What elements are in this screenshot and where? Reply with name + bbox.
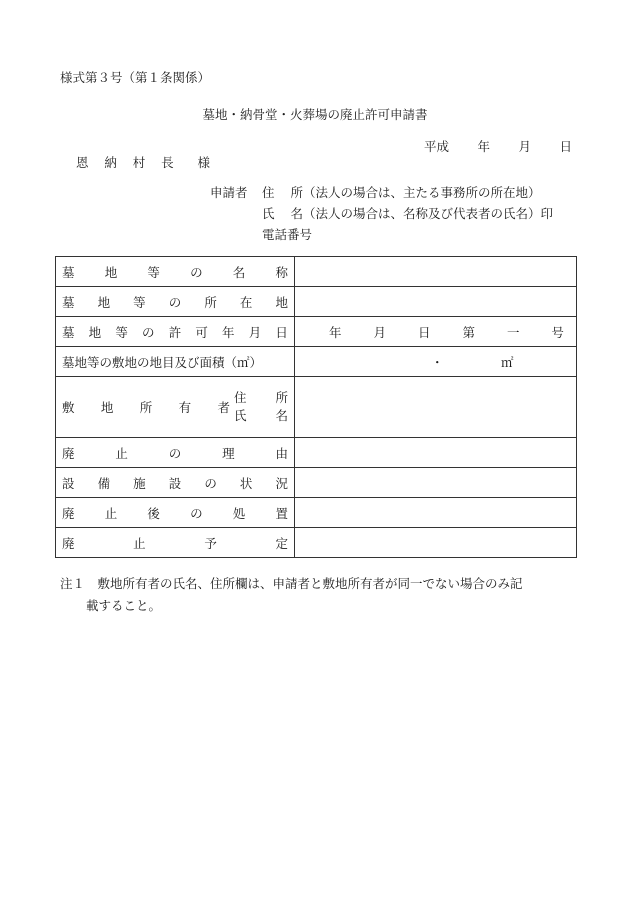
label-char: 置 [275, 505, 288, 521]
address-key-char: 住 [262, 185, 275, 200]
label-char: 地 [104, 264, 118, 280]
label-char: 理 [222, 445, 235, 461]
label-char: 年 [222, 324, 235, 340]
label-char: 所 [275, 390, 288, 405]
label-char: 設 [168, 475, 182, 491]
label-char: 由 [275, 445, 288, 461]
label-char: 墓 [62, 324, 75, 340]
label-char: 名 [275, 408, 288, 423]
facilities-status-label [56, 468, 295, 498]
day-label: 日 [559, 139, 572, 154]
applicant-name-line [262, 204, 553, 222]
year-label: 年 [477, 139, 490, 154]
area-separator: ・ [431, 355, 444, 370]
label-char: 設 [62, 475, 75, 491]
permit-date-field[interactable] [295, 317, 577, 347]
label-char: 地 [88, 324, 102, 340]
label-char: 廃 [62, 505, 75, 521]
addressee-char: 村 [132, 155, 146, 170]
table-row [56, 468, 577, 498]
abolition-schedule-label [56, 528, 295, 558]
name-key [262, 204, 303, 222]
label-char: 者 [217, 400, 230, 415]
abolition-reason-field[interactable] [295, 438, 577, 468]
footnote-line-1: 注１ 敷地所有者の氏名、住所欄は、申請者と敷地所有者が同一でない場合のみ記 [60, 576, 523, 591]
label-char: 氏 [234, 408, 247, 423]
label-char: 処 [232, 505, 246, 521]
cemetery-name-label [56, 257, 295, 287]
table-row [56, 287, 577, 317]
label-char: 施 [133, 475, 146, 491]
facilities-status-field[interactable] [295, 468, 577, 498]
addressee [76, 153, 210, 171]
label-char: 地 [275, 294, 288, 310]
form-number: 様式第３号（第１条関係） [60, 70, 211, 85]
label-char: 等 [115, 324, 128, 340]
label-char: 称 [275, 264, 288, 280]
abolition-reason-label [56, 438, 295, 468]
label-char: 止 [115, 445, 128, 461]
month-label: 月 [518, 139, 531, 154]
applicant-phone-label: 電話番号 [262, 227, 313, 242]
label-char: 所 [139, 400, 153, 415]
applicant-address-line [262, 183, 541, 201]
label-char: 予 [204, 535, 217, 551]
label-char: 地 [100, 400, 114, 415]
cemetery-name-field[interactable] [295, 257, 577, 287]
applicant-label: 申請者 [210, 185, 248, 200]
post-abolition-field[interactable] [295, 498, 577, 528]
cemetery-location-label [56, 287, 295, 317]
label-char: 第 [462, 324, 475, 340]
table-row [56, 317, 577, 347]
label-char: 号 [551, 324, 564, 340]
label-char: 廃 [62, 535, 75, 551]
label-char: の [168, 445, 182, 461]
label-char: 状 [239, 475, 253, 491]
label-char: 墓 [62, 294, 75, 310]
label-char: 年 [329, 324, 342, 340]
area-unit: ㎡ [501, 355, 514, 370]
table-row [56, 498, 577, 528]
post-abolition-label [56, 498, 295, 528]
address-key [262, 183, 303, 201]
table-row [56, 257, 577, 287]
label-char: 廃 [62, 445, 75, 461]
address-note: （法人の場合は、主たる事務所の所在地） [303, 185, 541, 200]
table-row [56, 438, 577, 468]
label-char: 止 [104, 505, 118, 521]
name-key-char: 名 [290, 206, 303, 221]
name-note: （法人の場合は、名称及び代表者の氏名）印 [303, 206, 554, 221]
addressee-honorific: 様 [197, 155, 210, 170]
label-char: の [204, 475, 217, 491]
label-char: 日 [275, 324, 288, 340]
footnote-line-2: 載すること。 [86, 598, 162, 613]
table-row [56, 528, 577, 558]
footnote [60, 573, 523, 617]
owner-name-sublabel [234, 407, 288, 425]
site-area-field[interactable] [295, 347, 577, 377]
label-char: 後 [147, 505, 160, 521]
label-char: の [142, 324, 155, 340]
label-char: の [190, 264, 203, 280]
permit-date-label [56, 317, 295, 347]
label-char: 等 [147, 264, 160, 280]
site-area-label: 墓地等の敷地の地目及び面積（㎡） [56, 347, 295, 377]
label-char: 地 [97, 294, 111, 310]
name-key-char: 氏 [262, 206, 275, 221]
label-char: 況 [275, 475, 288, 491]
label-char: の [190, 505, 203, 521]
addressee-char: 納 [104, 155, 117, 170]
label-char: 月 [248, 324, 262, 340]
label-char: の [168, 294, 182, 310]
addressee-char: 恩 [76, 155, 89, 170]
label-char: 等 [133, 294, 146, 310]
label-char: 住 [234, 390, 247, 405]
site-owner-label [56, 377, 295, 438]
label-char: 定 [275, 535, 288, 551]
label-char: 止 [133, 535, 146, 551]
label-char: 可 [195, 324, 208, 340]
label-char: 有 [178, 400, 192, 415]
owner-address-sublabel [234, 389, 288, 407]
label-char: 一 [506, 324, 520, 340]
table-row [56, 347, 577, 377]
site-owner-field[interactable] [295, 377, 577, 438]
addressee-char: 長 [161, 155, 174, 170]
address-key-char: 所 [290, 185, 303, 200]
document-title: 墓地・納骨堂・火葬場の廃止許可申請書 [202, 107, 428, 122]
cemetery-location-field[interactable] [295, 287, 577, 317]
abolition-schedule-field[interactable] [295, 528, 577, 558]
label-char: 在 [239, 294, 253, 310]
label-char: 所 [204, 294, 217, 310]
application-table [55, 256, 577, 558]
table-row [56, 377, 577, 438]
label-char: 墓 [62, 264, 75, 280]
label-char: 名 [232, 264, 246, 280]
label-char: 月 [373, 324, 386, 340]
label-char: 日 [417, 324, 431, 340]
date-line [424, 137, 572, 155]
label-char: 備 [97, 475, 111, 491]
label-char: 許 [168, 324, 182, 340]
label-char: 敷 [62, 400, 75, 415]
era-label: 平成 [424, 139, 450, 154]
